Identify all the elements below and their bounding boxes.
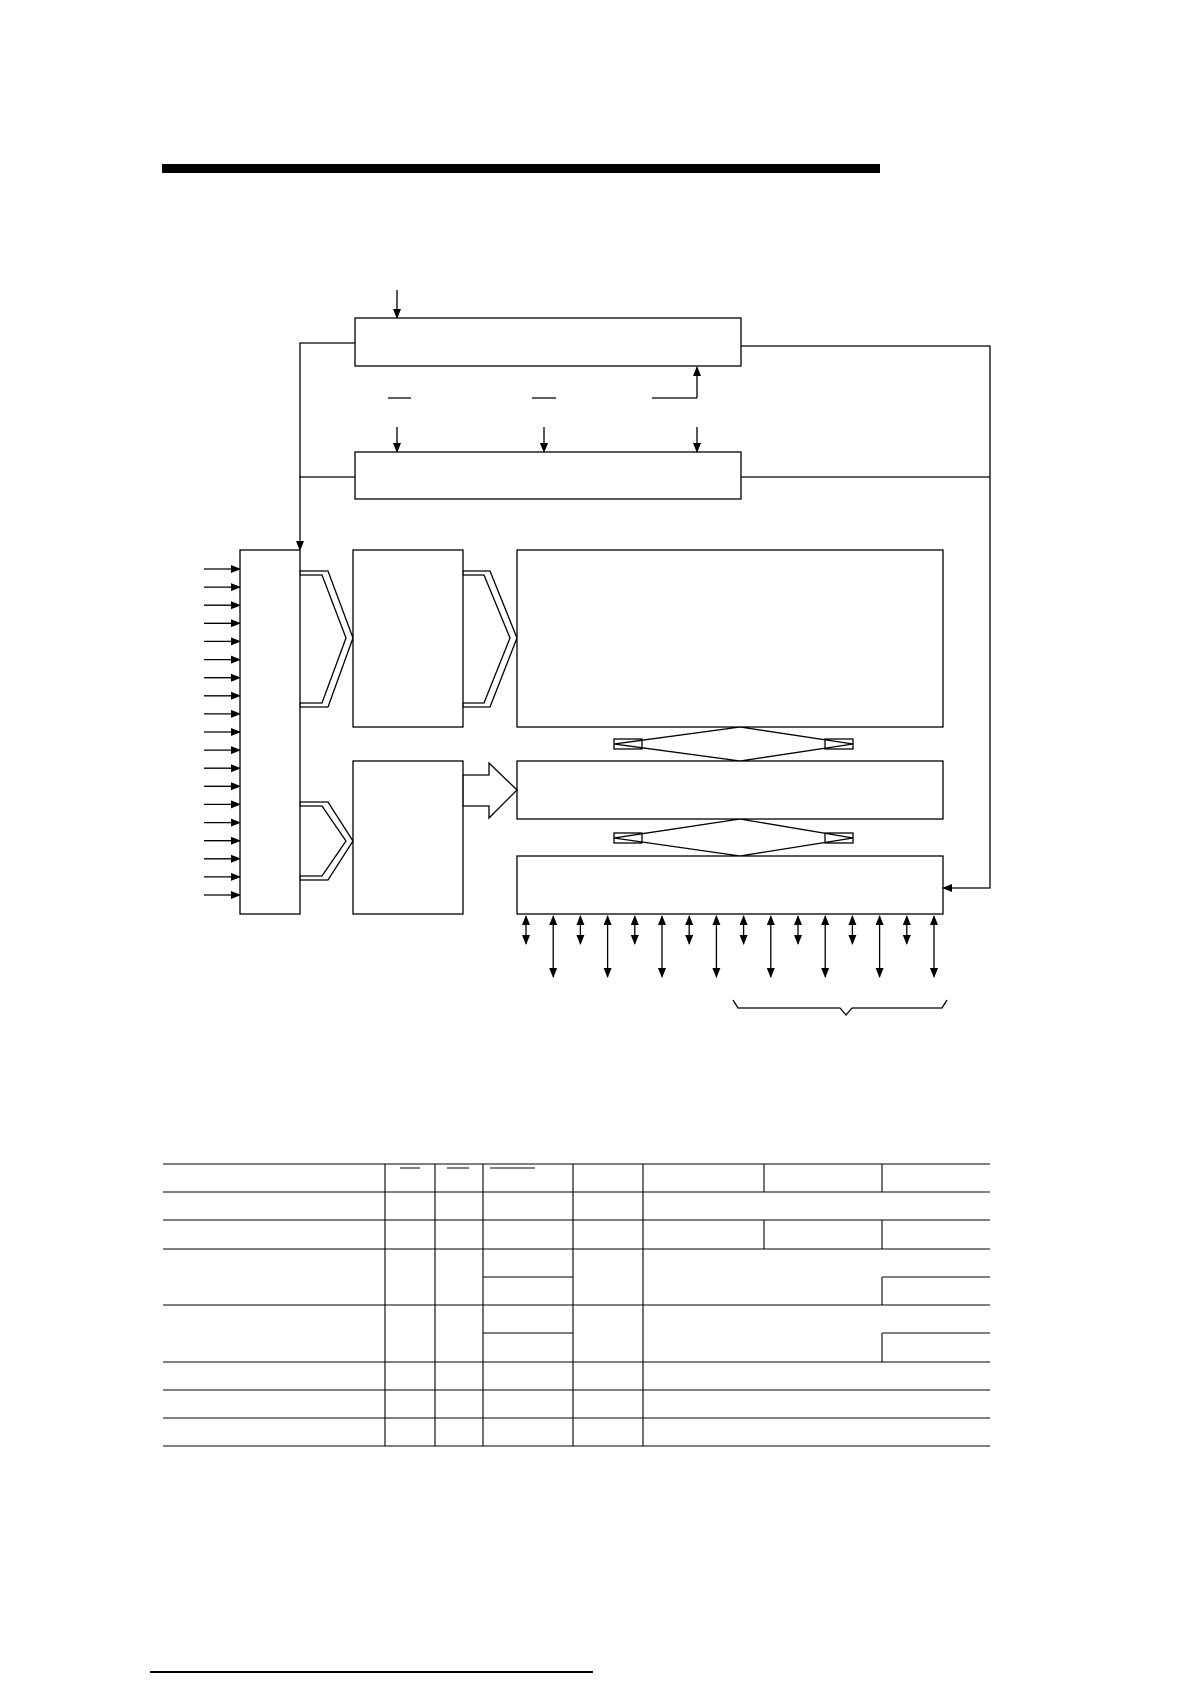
- truth-table: [163, 1164, 990, 1446]
- left-input-pins: [204, 569, 240, 895]
- lower-middle-block: [353, 761, 463, 914]
- feed-line-top: [300, 343, 355, 478]
- left-input-block: [240, 550, 300, 914]
- feed-line-second: [300, 477, 355, 550]
- io-group-brace: [733, 1000, 947, 1015]
- top-wide-block: [355, 318, 741, 366]
- buffer-block: [517, 761, 943, 819]
- chevron-left-to-lower: [300, 802, 353, 880]
- second-wide-block: [355, 452, 741, 499]
- io-pins: [526, 916, 934, 977]
- arrow-lower-to-buffer: [463, 763, 517, 818]
- block-diagram: [240, 290, 990, 1015]
- right-feed-line: [741, 346, 990, 888]
- upper-middle-block: [353, 550, 463, 727]
- io-block: [517, 856, 943, 914]
- bus-array-buffer: [614, 727, 853, 761]
- chevron-left-to-upper: [300, 571, 353, 707]
- bus-buffer-io: [614, 819, 853, 856]
- array-block: [517, 550, 943, 727]
- chevron-upper-to-array: [463, 571, 517, 707]
